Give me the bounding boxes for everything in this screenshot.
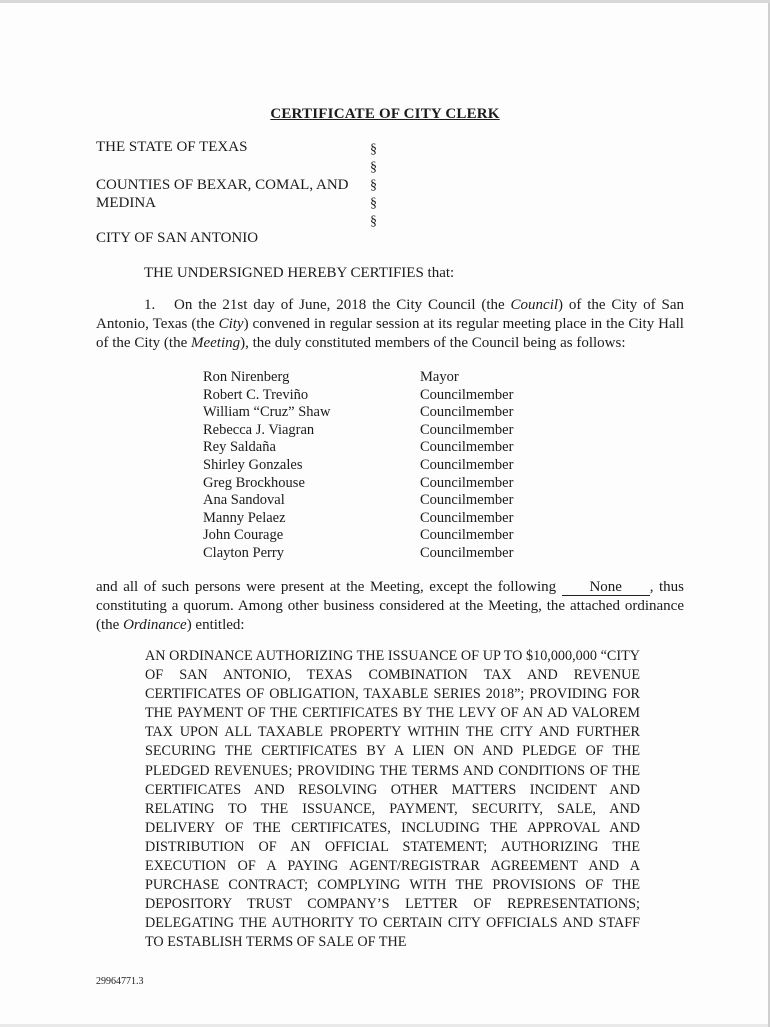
document-id: 29964771.3 <box>96 976 144 987</box>
council-member-title: Councilmember <box>420 439 514 456</box>
council-member-row <box>203 439 513 457</box>
council-member-name: Robert C. Treviño <box>203 386 309 403</box>
section-symbol: § <box>370 178 377 193</box>
council-member-row <box>203 545 513 563</box>
caption-counties-line2: MEDINA <box>96 195 156 211</box>
paragraph-number: 1. <box>144 297 156 313</box>
ordinance-caption: AN ORDINANCE AUTHORIZING THE ISSUANCE OF UP TO $10,000,000 “CITY OF SAN ANTONIO, TEXAS COMBINATION TAX AND REVENUE CERTIFICATES OF OBLIGATION, TAXABLE SERIES 2018”; PROVIDING FOR THE PAYMENT OF THE CERTIFICATES BY THE LEVY OF AN AD VALOREM TAX UPON ALL TAXABLE PROPERTY WITHIN THE CITY AND FURTHER SECURING THE CERTIFICATES BY A LIEN ON AND PLEDGE OF THE PLEDGED REVENUES; PROVIDING THE TERMS AND CONDITIONS OF THE CERTIFICATES AND RESOLVING OTHER MATTERS INCIDENT AND RELATING TO THE ISSUANCE, PAYMENT, SECURITY, SALE, AND DELIVERY OF THE CERTIFICATES, INCLUDING THE APPROVAL AND DISTRIBUTION OF AN OFFICIAL STATEMENT; AUTHORIZING THE EXECUTION OF A PAYING AGENT/REGISTRAR AGREEMENT AND A PURCHASE CONTRACT; COMPLYING WITH THE PROVISIONS OF THE DEPOSITORY TRUST COMPANY’S LETTER OF REPRESENTATIONS; DELEGATING THE AUTHORITY TO CERTAIN CITY OFFICIALS AND STAFF TO ESTABLISH TERMS OF SALE OF THE <box>145 648 640 951</box>
caption-state: THE STATE OF TEXAS <box>96 139 248 155</box>
defined-term: Ordinance <box>123 617 187 633</box>
council-member-row <box>203 369 513 387</box>
council-member-name: Shirley Gonzales <box>203 456 303 473</box>
council-member-row <box>203 422 513 440</box>
council-member-name: Ana Sandoval <box>203 492 285 509</box>
council-member-name: Greg Brockhouse <box>203 474 305 491</box>
council-member-title: Councilmember <box>420 509 514 526</box>
council-member-row <box>203 475 513 493</box>
section-symbol: § <box>370 160 377 175</box>
council-member-name: John Courage <box>203 527 284 544</box>
council-member-title: Councilmember <box>420 456 514 473</box>
council-member-row <box>203 404 513 422</box>
council-member-row <box>203 510 513 528</box>
section-symbol: § <box>370 196 377 211</box>
council-member-title: Councilmember <box>420 544 514 561</box>
council-member-row <box>203 492 513 510</box>
council-member-name: William “Cruz” Shaw <box>203 404 331 421</box>
absent-members-blank: None <box>562 580 650 596</box>
council-member-name: Rey Saldaña <box>203 439 276 456</box>
defined-term: City <box>218 316 244 332</box>
paragraph-2: and all of such persons were present at the Meeting, except the following None , thus constituting a quorum. Among other business considered at the Meeting, the attached ordinance (the Ordinance) entitled: <box>96 579 684 633</box>
council-member-title: Councilmember <box>420 404 514 421</box>
council-member-name: Manny Pelaez <box>203 509 286 526</box>
caption-counties-line1: COUNTIES OF BEXAR, COMAL, AND <box>96 177 349 193</box>
council-member-title: Councilmember <box>420 492 514 509</box>
council-member-title: Councilmember <box>420 421 514 438</box>
council-members-list <box>203 369 513 563</box>
paragraph-1: 1. On the 21st day of June, 2018 the City Council (the Council) of the City of San Antonio, Texas (the City) convened in regular session at its regular meeting place in the City Hall of the City (the Meeting), the duly constituted members of the Council being as follows: <box>96 297 684 351</box>
council-member-row <box>203 387 513 405</box>
council-member-row <box>203 457 513 475</box>
council-member-title: Councilmember <box>420 386 514 403</box>
section-symbol: § <box>370 142 377 157</box>
council-member-title: Mayor <box>420 369 459 385</box>
council-member-name: Rebecca J. Viagran <box>203 421 315 438</box>
caption-city: CITY OF SAN ANTONIO <box>96 230 259 246</box>
undersigned-statement: THE UNDERSIGNED HEREBY CERTIFIES that: <box>144 265 455 281</box>
defined-term: Meeting <box>190 335 241 351</box>
council-member-name: Clayton Perry <box>203 544 284 561</box>
council-member-name: Ron Nirenberg <box>203 369 290 385</box>
council-member-row <box>203 527 513 545</box>
section-symbol: § <box>370 214 377 229</box>
document-title: CERTIFICATE OF CITY CLERK <box>270 106 500 122</box>
council-member-title: Councilmember <box>420 527 514 544</box>
defined-term: Council <box>510 297 559 313</box>
council-member-title: Councilmember <box>420 474 514 491</box>
